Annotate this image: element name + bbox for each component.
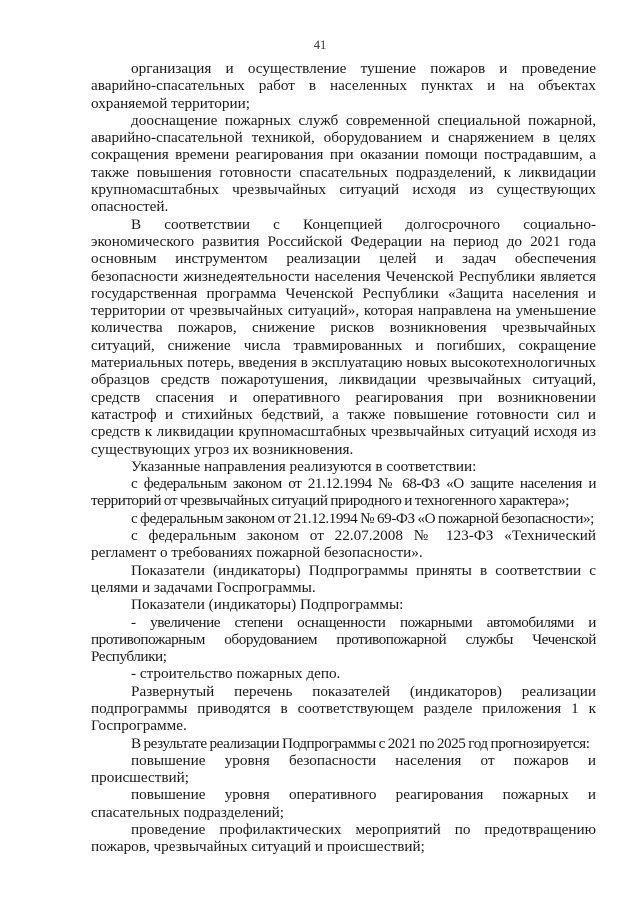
paragraph: Указанные направления реализуются в соответствии: [131, 457, 477, 475]
paragraph: проведение профилактических мероприятий по предотвращению пожаров, чрезвычайных ситуаций и происшествий; [91, 821, 596, 856]
paragraph: с федеральным законом от 21.12.1994 № 68-ФЗ «О защите населения и территорий от чрезвычайных ситуаций природного и техногенного характера»; [91, 475, 596, 510]
page-number: 41 [313, 38, 327, 52]
paragraph: с федеральным законом от 21.12.1994 № 69-ФЗ «О пожарной безопасности»; [131, 509, 594, 527]
paragraph: Показатели (индикаторы) Подпрограммы приняты в соответствии с целями и задачами Госпрограммы. [91, 561, 596, 596]
body-text [91, 60, 596, 856]
paragraph: - увеличение степени оснащенности пожарными автомобилями и противопожарным оборудованием противопожарной службы Чеченской Республики; [91, 613, 596, 666]
paragraph: повышение уровня оперативного реагирования пожарных и спасательных подразделений; [91, 786, 596, 821]
paragraph: дооснащение пожарных служб современной специальной пожарной, аварийно-спасательной техникой, оборудованием и снаряжением в целях сокращения времени реагирования при оказании помощи пострадавшим, а также повышения готовности спасательных подразделений, к ликвидации крупномасштабных чрезвычайных ситуаций исходя из существующих опасностей. [91, 111, 596, 216]
paragraph: с федеральным законом от 22.07.2008 № 123-ФЗ «Технический регламент о требованиях пожарной безопасности». [91, 527, 596, 562]
paragraph: В результате реализации Подпрограммы с 2021 по 2025 год прогнозируется: [131, 734, 590, 752]
paragraph: Показатели (индикаторы) Подпрограммы: [131, 596, 404, 614]
paragraph: - строительство пожарных депо. [131, 665, 341, 683]
paragraph: организация и осуществление тушение пожаров и проведение аварийно-спасательных работ в населенных пунктах и на объектах охраняемой территории; [91, 60, 596, 112]
paragraph: повышение уровня безопасности населения от пожаров и происшествий; [91, 751, 596, 787]
paragraph: В соответствии с Концепцией долгосрочного социально-экономического развития Российской Федерации на период до 2021 года основным инструментом реализации целей и задач обеспечения безопасности жизнедеятельности населения Чеченской Республики является государственная программа Чеченской Республики «Защита населения и территории от чрезвычайных ситуаций», которая направлена на уменьшение количества пожаров, снижение рисков возникновения чрезвычайных ситуаций, снижение числа травмированных и погибших, сокращение материальных потерь, введения в эксплуатацию новых высокотехнологичных образцов средств пожаротушения, ликвидации чрезвычайных ситуаций, средств спасения и оперативного реагирования при возникновении катастроф и стихийных бедствий, а также повышение готовности сил и средств к ликвидации крупномасштабных чрезвычайных ситуаций исходя из существующих угроз их возникновения. [91, 215, 596, 458]
paragraph: Развернутый перечень показателей (индикаторов) реализации подпрограммы приводятся в соответствующем разделе приложения 1 к Госпрограмме. [91, 682, 596, 735]
